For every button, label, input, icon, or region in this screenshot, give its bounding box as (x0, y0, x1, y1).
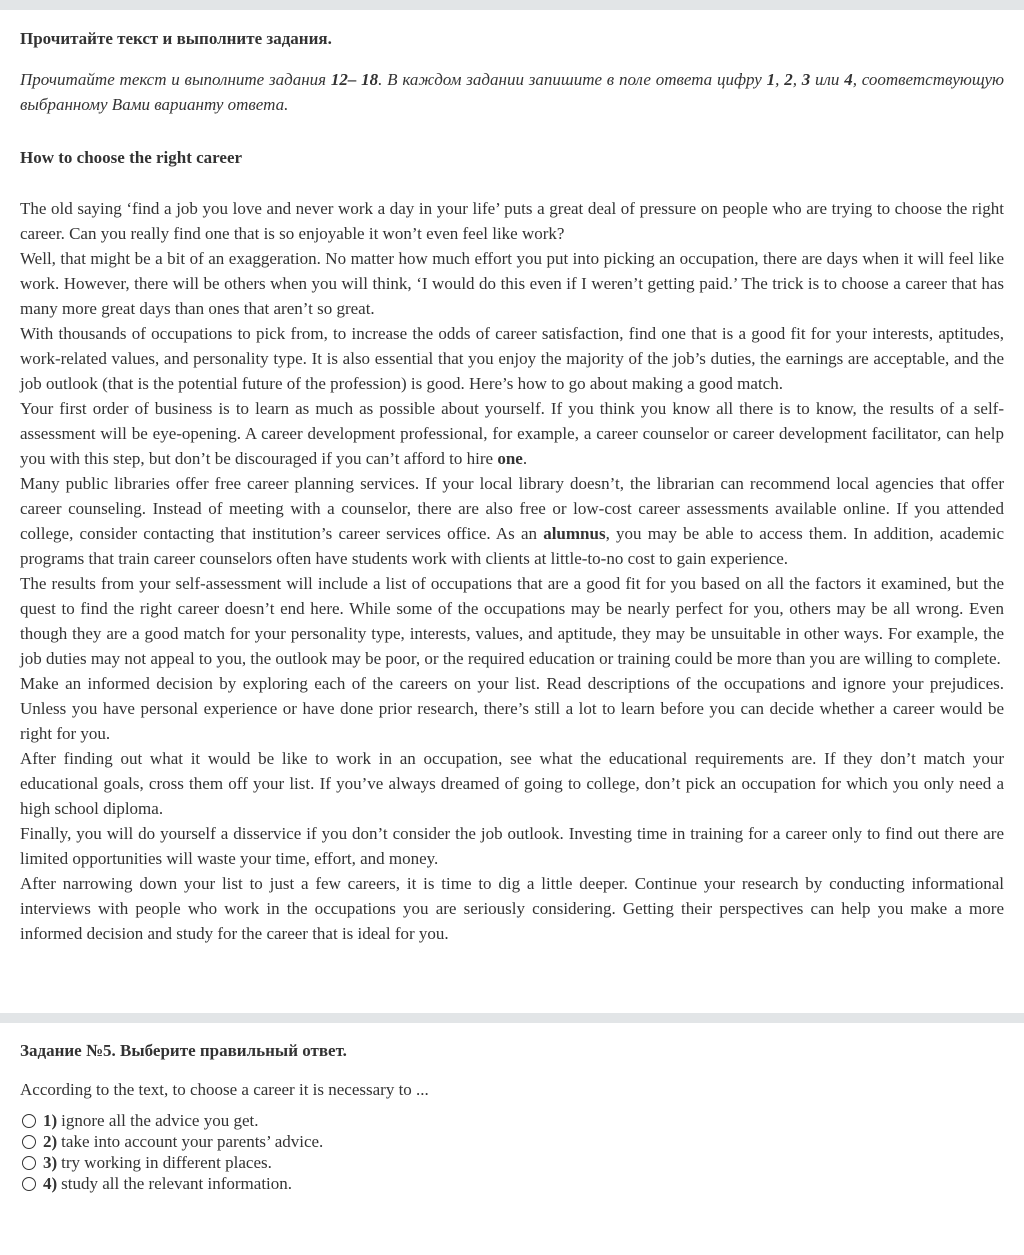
answer-option-3[interactable] (20, 1152, 1004, 1173)
article-paragraph (20, 396, 1004, 471)
article-paragraph (20, 196, 1004, 246)
bold-text: 4 (844, 70, 853, 89)
option-number: 2) (43, 1131, 58, 1151)
option-label: study all the relevant information. (61, 1173, 293, 1193)
answer-options (20, 1110, 1004, 1194)
text-run: , (792, 70, 802, 89)
task-title: Задание №5. Выберите правильный ответ. (20, 1041, 347, 1060)
article-paragraph (20, 571, 1004, 671)
text-run: With thousands of occupations to pick from, to increase the odds of career satisfaction, find one that is a good fit for your interests, aptitudes, work-related values, and personality type. It is also essential that you enjoy the majority of the job’s duties, the earnings are acceptable, and the job outlook (that is the potential future of the profession) is good. Here’s how to go about making a good match. (20, 324, 1004, 393)
article-paragraph (20, 321, 1004, 396)
radio-button[interactable] (22, 1177, 36, 1191)
bold-text: 2 (784, 70, 793, 89)
bold-text: 3 (801, 70, 811, 89)
article-paragraph (20, 871, 1004, 946)
option-label: take into account your parents’ advice. (61, 1131, 324, 1151)
text-run: The results from your self-assessment will include a list of occupations that are a good fit for you based on all the factors it examined, but the quest to find the right career doesn’t end here. While some of the occupations may be nearly perfect for you, others may be all wrong. Even though they are a good match for your personality type, interests, values, and aptitude, they may be unsuitable in other ways. For example, the job duties may not appeal to you, the outlook may be poor, or the required education or training could be more than you are willing to complete. (20, 574, 1004, 668)
instructions (20, 67, 1004, 117)
section-divider (0, 1013, 1024, 1023)
bold-text: alumnus (543, 524, 606, 543)
article-paragraph (20, 746, 1004, 821)
text-run: , соответствующую выбранному Вами варианту ответа. (20, 70, 1005, 114)
radio-button[interactable] (22, 1135, 36, 1149)
question-text: According to the text, to choose a career it is necessary to ... (20, 1080, 429, 1099)
option-label: ignore all the advice you get. (61, 1110, 259, 1130)
bold-text: 12– 18 (330, 70, 379, 89)
text-run: Make an informed decision by exploring each of the careers on your list. Read descriptions of the occupations and ignore your prejudices. Unless you have personal experience or have done prior research, there’s still a lot to learn before you can decide whether a career would be right for you. (20, 674, 1004, 743)
text-run: или (810, 70, 845, 89)
bold-text: one (497, 449, 523, 468)
option-label: try working in different places. (61, 1152, 272, 1172)
radio-button[interactable] (22, 1114, 36, 1128)
text-run: After finding out what it would be like to work in an occupation, see what the educational requirements are. If they don’t match your educational goals, cross them off your list. If you’ve always dreamed of going to college, don’t pick an occupation for which you only need a high school diploma. (20, 749, 1004, 818)
section-heading: Прочитайте текст и выполните задания. (20, 29, 332, 48)
reading-section (0, 10, 1024, 946)
text-run: Your first order of business is to learn as much as possible about yourself. If you think you know all there is to know, the results of a self-assessment will be eye-opening. A career development professional, for example, a career counselor or career development facilitator, can help you with this step, but don’t be discouraged if you can’t afford to hire (20, 399, 1004, 468)
article-paragraph (20, 471, 1004, 571)
article-body (20, 196, 1004, 946)
article-paragraph (20, 246, 1004, 321)
option-number: 3) (43, 1152, 58, 1172)
text-run: The old saying ‘find a job you love and never work a day in your life’ puts a great deal of pressure on people who are trying to choose the right career. Can you really find one that is so enjoyable it won’t even feel like work? (20, 199, 1004, 243)
text-run: . (522, 449, 528, 468)
article-paragraph (20, 671, 1004, 746)
option-number: 4) (43, 1173, 58, 1193)
top-divider (0, 0, 1024, 10)
text-run: Finally, you will do yourself a disservice if you don’t consider the job outlook. Investing time in training for a career only to find out there are limited opportunities will waste your time, effort, and money. (20, 824, 1004, 868)
task-section (0, 1023, 1024, 1194)
text-run: Well, that might be a bit of an exaggeration. No matter how much effort you put into picking an occupation, there are days when it will feel like work. However, there will be others when you will think, ‘I would do this even if I weren’t getting paid.’ The trick is to choose a career that has many more great days than ones that aren’t so great. (20, 249, 1004, 318)
text-run: , (775, 70, 785, 89)
text-run: After narrowing down your list to just a few careers, it is time to dig a little deeper. Continue your research by conducting informational interviews with people who work in the occupations you are seriously considering. Getting their perspectives can help you make a more informed decision and study for the career that is ideal for you. (20, 874, 1004, 943)
text-run: , you may be able to access them. In addition, academic programs that train career counselors often have students work with clients at little-to-no cost to gain experience. (20, 524, 1004, 568)
answer-option-1[interactable] (20, 1110, 1004, 1131)
text-run: Many public libraries offer free career planning services. If your local library doesn’t, the librarian can recommend local agencies that offer career counseling. Instead of meeting with a counselor, there are also free or low-cost career assessments available online. If you attended college, consider contacting that institution’s career services office. As an (20, 474, 1004, 543)
text-run: . В каждом задании запишите в поле ответа цифру (378, 70, 767, 89)
radio-button[interactable] (22, 1156, 36, 1170)
article-paragraph (20, 821, 1004, 871)
option-number: 1) (43, 1110, 58, 1130)
article-title: How to choose the right career (20, 148, 243, 167)
text-run: Прочитайте текст и выполните задания (20, 70, 331, 89)
bold-text: 1 (766, 70, 776, 89)
answer-option-2[interactable] (20, 1131, 1004, 1152)
answer-option-4[interactable] (20, 1173, 1004, 1194)
